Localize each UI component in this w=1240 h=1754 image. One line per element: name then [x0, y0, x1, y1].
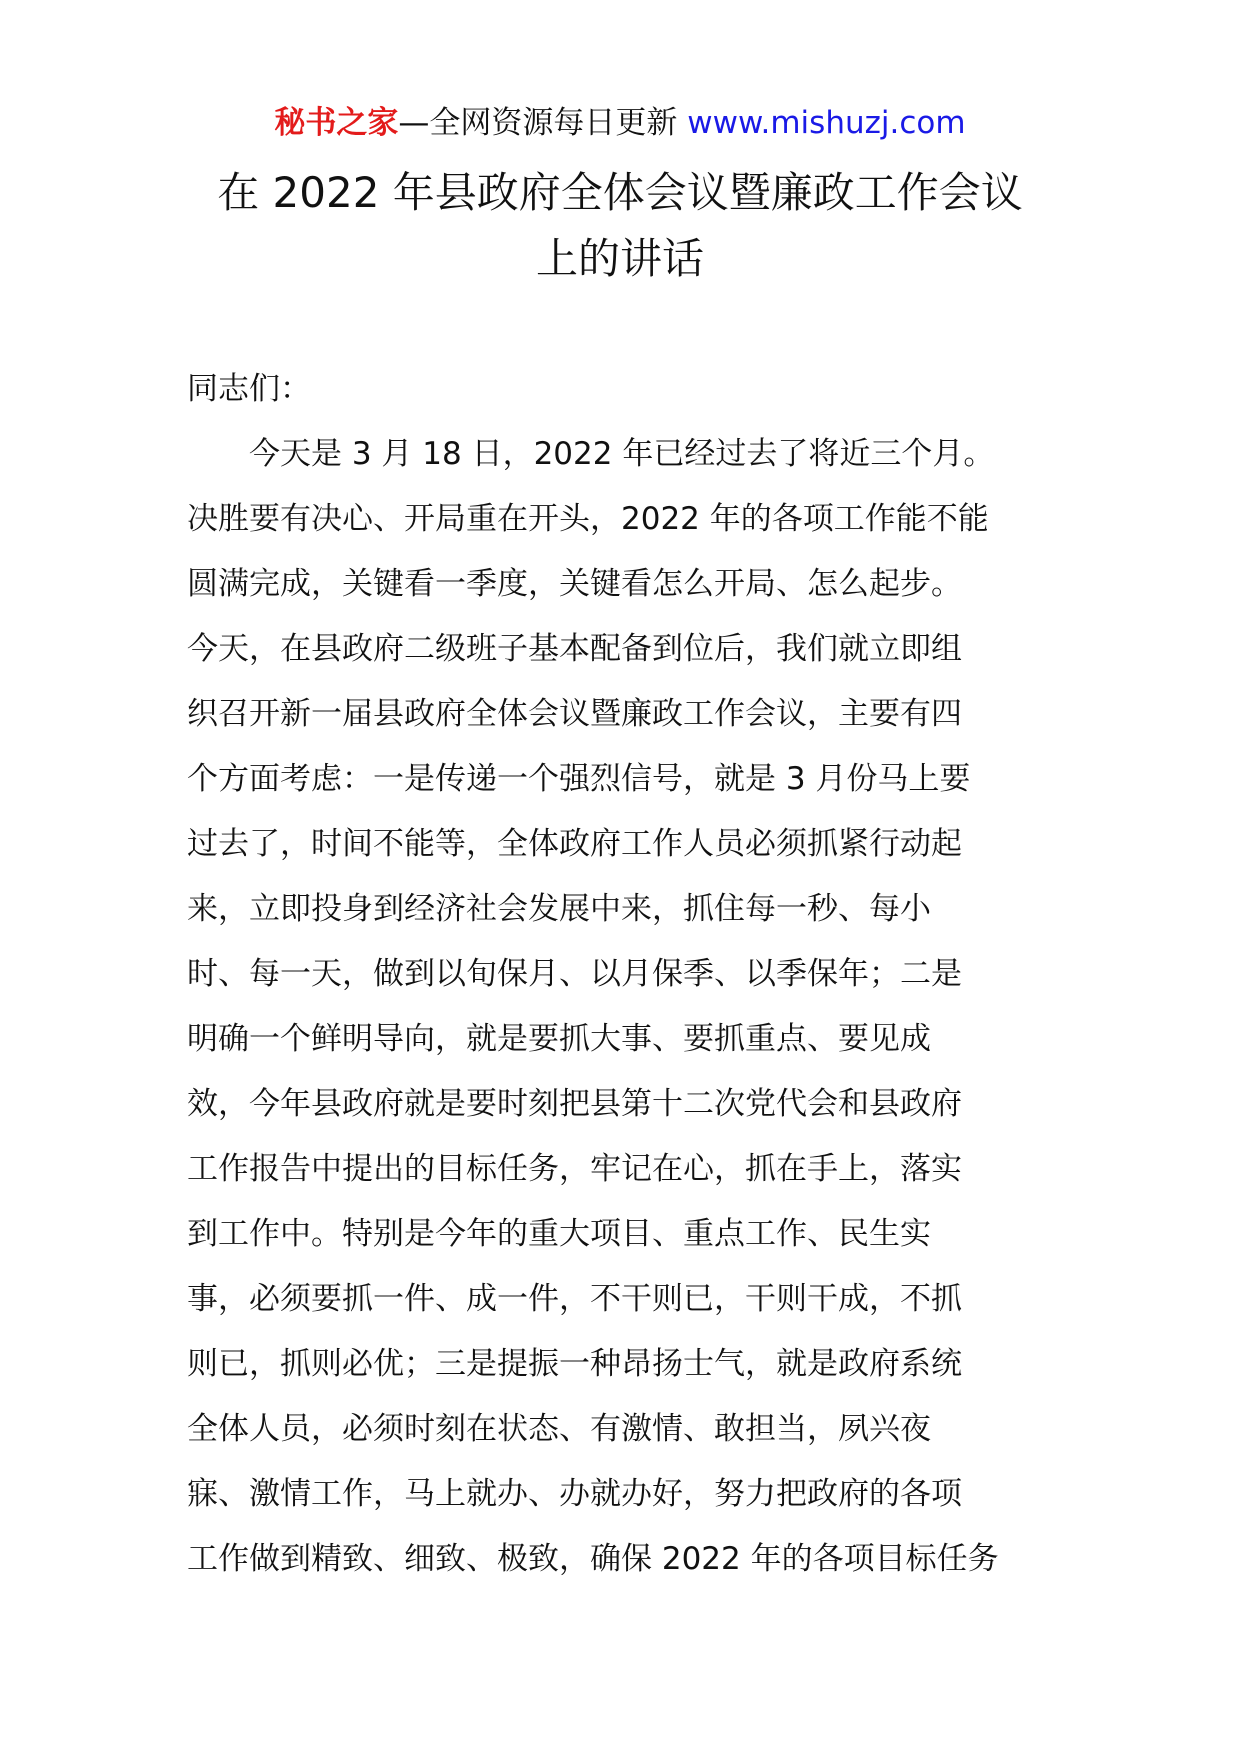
- body-line: 寐、激情工作，马上就办、办就办好，努力把政府的各项: [187, 1476, 962, 1512]
- body-line: 个方面考虑：一是传递一个强烈信号，就是 3 月份马上要: [187, 761, 971, 797]
- site-brand: 秘书之家: [274, 105, 399, 141]
- body-line: 则已，抓则必优；三是提振一种昂扬士气，就是政府系统: [187, 1346, 962, 1382]
- body-line: 工作报告中提出的目标任务，牢记在心，抓在手上，落实: [187, 1151, 962, 1187]
- salutation: 同志们：: [187, 371, 311, 407]
- body-line: 过去了，时间不能等，全体政府工作人员必须抓紧行动起: [187, 826, 962, 862]
- site-slogan: —全网资源每日更新: [398, 105, 688, 141]
- site-header: [0, 98, 1240, 148]
- site-url-link[interactable]: www.mishuzj.com: [687, 105, 966, 141]
- body-line: 今天是 3 月 18 日，2022 年已经过去了将近三个月。: [249, 436, 995, 472]
- body-line: 明确一个鲜明导向，就是要抓大事、要抓重点、要见成: [187, 1021, 931, 1057]
- body-line: 圆满完成，关键看一季度，关键看怎么开局、怎么起步。: [187, 566, 962, 602]
- title-line: 在 2022 年县政府全体会议暨廉政工作会议: [217, 168, 1023, 217]
- body-line: 效，今年县政府就是要时刻把县第十二次党代会和县政府: [187, 1086, 962, 1122]
- body-line: 今天，在县政府二级班子基本配备到位后，我们就立即组: [187, 631, 962, 667]
- body-line: 决胜要有决心、开局重在开头，2022 年的各项工作能不能: [187, 501, 989, 537]
- body-paragraph: [187, 422, 1057, 1592]
- body-line: 到工作中。特别是今年的重大项目、重点工作、民生实: [187, 1216, 931, 1252]
- body-line: 事，必须要抓一件、成一件，不干则已，干则干成，不抓: [187, 1281, 962, 1317]
- body-line: 时、每一天，做到以旬保月、以月保季、以季保年；二是: [187, 956, 962, 992]
- body-line: 全体人员，必须时刻在状态、有激情、敢担当，夙兴夜: [187, 1411, 931, 1447]
- body-line: 工作做到精致、细致、极致，确保 2022 年的各项目标任务: [187, 1541, 999, 1577]
- body-line: 来，立即投身到经济社会发展中来，抓住每一秒、每小: [187, 891, 931, 927]
- title-line: 上的讲话: [535, 234, 704, 283]
- document-body: [187, 357, 1057, 1592]
- body-line: 织召开新一届县政府全体会议暨廉政工作会议，主要有四: [187, 696, 962, 732]
- document-title: [120, 160, 1120, 292]
